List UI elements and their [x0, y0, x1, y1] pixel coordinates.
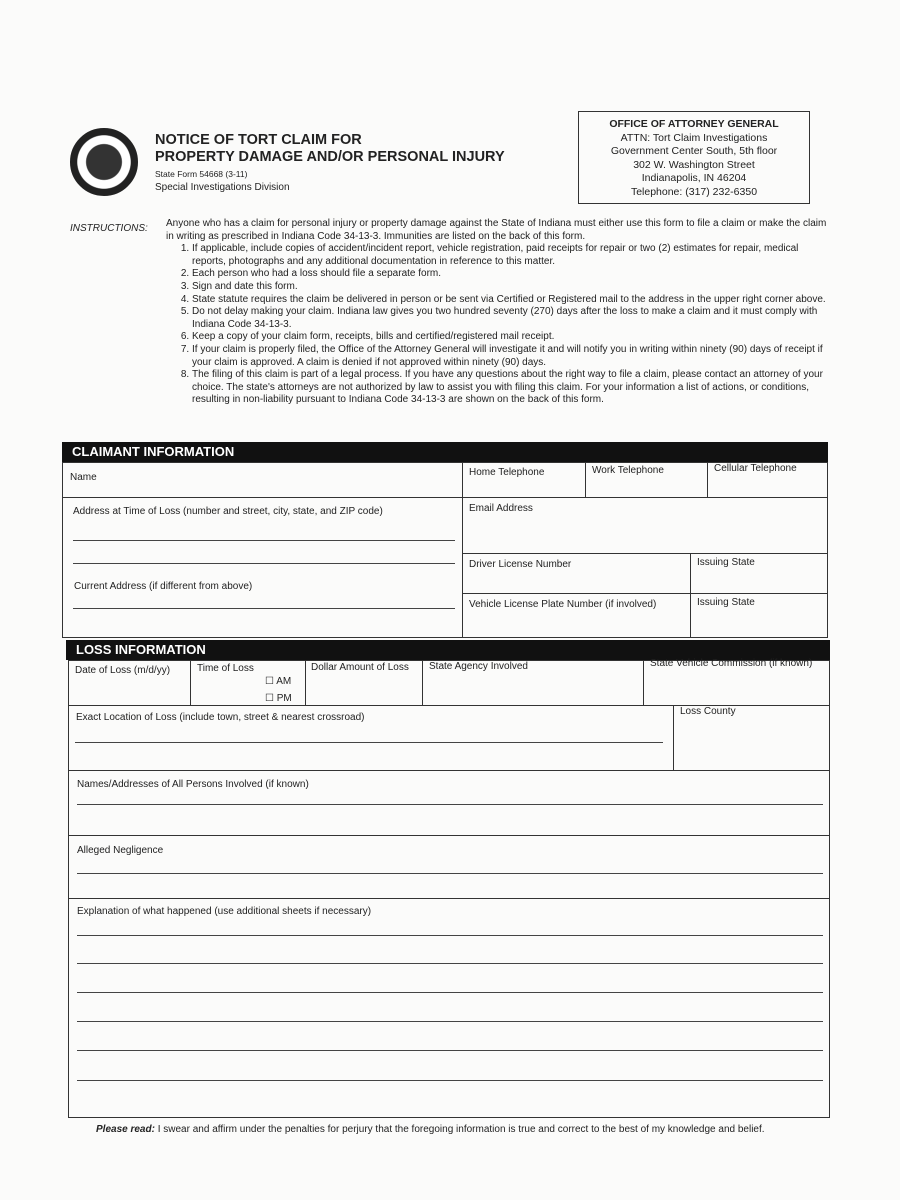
- time-of-loss-label: Time of Loss: [197, 663, 254, 674]
- form-subtitle: [155, 168, 290, 194]
- explanation-line[interactable]: [77, 935, 823, 936]
- instructions-label: INSTRUCTIONS:: [70, 223, 148, 234]
- cellular-telephone-label: Cellular Telephone: [714, 463, 797, 474]
- instruction-item: 8. The filing of this claim is part of a legal process. If you have any questions about the right way to file a claim, please contact an attorney of your choice. The state's attorneys are not authorized by law to assist you with filing this claim. For your information a list of actions, or conditions, resulting in non-liability pursuant to Indiana Code 34-13-3 are shown on the back of this form.: [192, 369, 830, 407]
- plate-issuing-state-label: Issuing State: [697, 597, 755, 608]
- negligence-line[interactable]: [77, 873, 823, 874]
- current-address-line[interactable]: [73, 608, 455, 609]
- explanation-line[interactable]: [77, 1021, 823, 1022]
- explanation-label: Explanation of what happened (use additional sheets if necessary): [77, 906, 372, 917]
- instruction-item: 7. If your claim is properly filed, the Office of the Attorney General will investigate it and will notify you in writing within ninety (90) days of receipt if your claim is approved. A claim is denied if not approved within ninety (90) days.: [192, 344, 830, 369]
- explanation-line[interactable]: [77, 963, 823, 964]
- explanation-line[interactable]: [77, 1050, 823, 1051]
- office-address-box: [578, 111, 810, 204]
- claimant-section-header: CLAIMANT INFORMATION: [62, 442, 828, 462]
- address-line[interactable]: [73, 563, 455, 564]
- perjury-statement: [96, 1124, 765, 1135]
- work-telephone-label: Work Telephone: [592, 465, 664, 476]
- plate-number-label: Vehicle License Plate Number (if involved): [469, 599, 657, 610]
- instructions: [70, 218, 830, 407]
- name-field[interactable]: [62, 462, 463, 498]
- loss-county-label: Loss County: [680, 706, 736, 717]
- persons-involved-label: Names/Addresses of All Persons Involved (if known): [77, 779, 309, 790]
- form-number: State Form 54668 (3-11): [155, 169, 248, 179]
- home-telephone-label: Home Telephone: [469, 467, 545, 478]
- instruction-item: 3. Sign and date this form.: [192, 281, 830, 294]
- office-phone: Telephone: (317) 232-6350: [630, 185, 758, 198]
- name-label: Name: [70, 472, 97, 483]
- instructions-list: [166, 243, 830, 407]
- office-attn: ATTN: Tort Claim Investigations: [620, 131, 768, 144]
- explanation-line[interactable]: [77, 992, 823, 993]
- current-address-label: Current Address (if different from above): [74, 581, 253, 592]
- please-read-label: Please read:: [96, 1124, 155, 1135]
- pm-checkbox[interactable]: ☐ PM: [265, 693, 292, 704]
- issuing-state-label: Issuing State: [697, 557, 755, 568]
- title-line-2: PROPERTY DAMAGE AND/OR PERSONAL INJURY: [155, 149, 505, 165]
- explanation-line[interactable]: [77, 1080, 823, 1081]
- address-label: Address at Time of Loss (number and street, city, state, and ZIP code): [73, 506, 383, 517]
- division: Special Investigations Division: [155, 182, 290, 193]
- instruction-item: 5. Do not delay making your claim. Indiana law gives you two hundred seventy (270) days after the loss to make a claim and it must comply with Indiana Code 34-13-3.: [192, 306, 830, 331]
- office-name: OFFICE OF ATTORNEY GENERAL: [609, 118, 779, 130]
- loss-section-header: LOSS INFORMATION: [66, 640, 830, 660]
- vehicle-commission-label: State Vehicle Commission (if known): [650, 658, 813, 669]
- instruction-item: 2. Each person who had a loss should file a separate form.: [192, 268, 830, 281]
- instruction-item: 4. State statute requires the claim be delivered in person or be sent via Certified or Registered mail to the address in the upper right corner above.: [192, 294, 830, 307]
- email-label: Email Address: [469, 503, 533, 514]
- am-checkbox[interactable]: ☐ AM: [265, 676, 292, 687]
- state-agency-label: State Agency Involved: [429, 661, 528, 672]
- location-line[interactable]: [75, 742, 663, 743]
- office-city: Indianapolis, IN 46204: [641, 172, 747, 184]
- instructions-intro: Anyone who has a claim for personal injury or property damage against the State of Indiana must either use this form to file a claim or make the claim in writing as prescribed in Indiana Code 34-13-3. Immunities are listed on the back of this form.: [166, 218, 827, 242]
- title-line-1: NOTICE OF TORT CLAIM FOR: [155, 132, 362, 148]
- dollar-amount-label: Dollar Amount of Loss: [311, 662, 409, 673]
- persons-line[interactable]: [77, 804, 823, 805]
- form-title: [155, 132, 505, 166]
- alleged-negligence-field[interactable]: [68, 835, 830, 899]
- instruction-item: 6. Keep a copy of your claim form, receipts, bills and certified/registered mail receipt.: [192, 331, 830, 344]
- alleged-negligence-label: Alleged Negligence: [77, 845, 164, 856]
- exact-location-label: Exact Location of Loss (include town, street & nearest crossroad): [76, 712, 365, 723]
- office-building: Government Center South, 5th floor: [610, 145, 778, 157]
- driver-license-label: Driver License Number: [469, 559, 572, 570]
- instruction-item: 1. If applicable, include copies of accident/incident report, vehicle registration, paid receipts for repair or two (2) estimates for repair, medical reports, photographs and any additional documentation in reference to this matter.: [192, 243, 830, 268]
- date-of-loss-label: Date of Loss (m/d/yy): [75, 665, 171, 676]
- office-street: 302 W. Washington Street: [633, 158, 755, 171]
- indiana-state-seal-icon: [70, 128, 138, 196]
- address-line[interactable]: [73, 540, 455, 541]
- perjury-statement-text: I swear and affirm under the penalties for perjury that the foregoing information is true and correct to the best of my knowledge and belief.: [157, 1124, 765, 1135]
